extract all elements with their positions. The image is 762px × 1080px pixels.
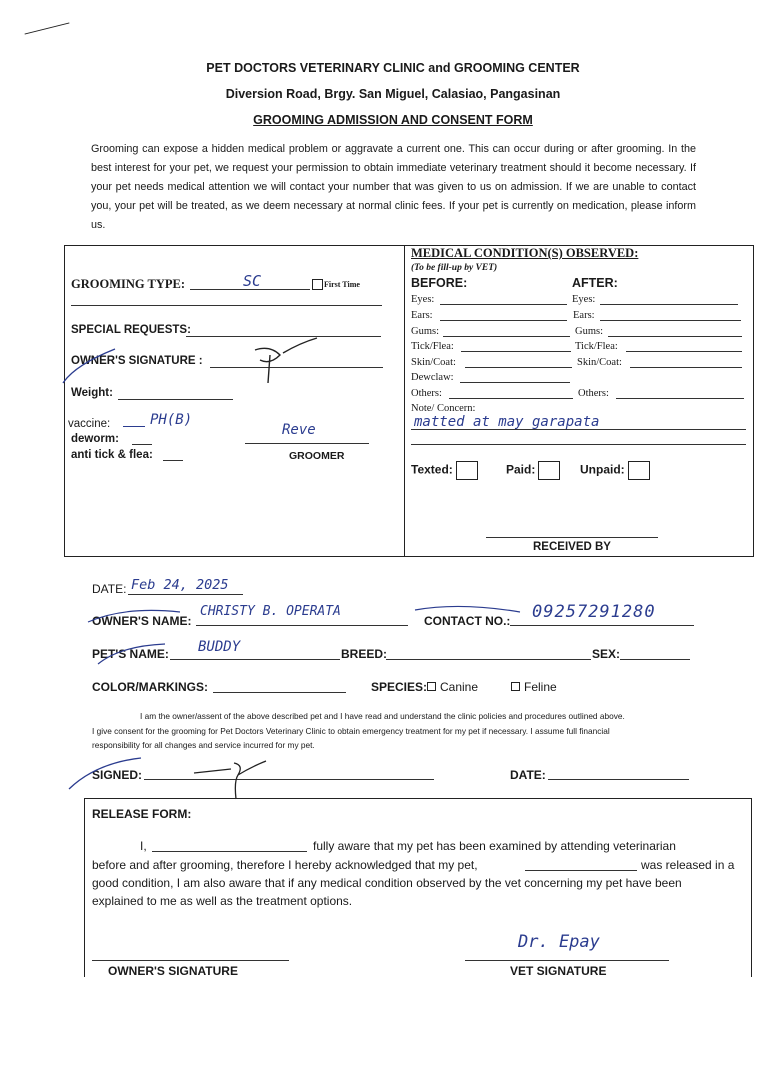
- release-pet-line[interactable]: [525, 870, 637, 871]
- feline-option[interactable]: Feline: [511, 680, 557, 694]
- before-others: Others:: [411, 388, 442, 399]
- paid-label: Paid:: [506, 461, 560, 480]
- after-gums: Gums:: [575, 326, 604, 337]
- after-eyes-line[interactable]: [600, 304, 738, 305]
- consent-date-line[interactable]: [548, 779, 689, 780]
- note-line-1[interactable]: [411, 429, 746, 430]
- grooming-type-value: SC: [243, 272, 262, 290]
- deworm-label: deworm:: [71, 433, 119, 445]
- contact-label: CONTACT NO.:: [424, 614, 511, 628]
- release-text-1: fully aware that my pet has been examined by attending veterinarian: [313, 839, 676, 853]
- before-dewclaw: Dewclaw:: [411, 372, 454, 383]
- groomer-line[interactable]: [245, 443, 369, 444]
- consent-line-2: I give consent for the grooming for Pet Doctors Veterinary Clinic to obtain emergency treatment for my pet if necessary. I assume full financial: [92, 726, 610, 736]
- after-skin: Skin/Coat:: [577, 357, 622, 368]
- canine-option[interactable]: Canine: [427, 680, 478, 694]
- unpaid-checkbox[interactable]: [628, 461, 650, 480]
- owner-name-line[interactable]: [196, 625, 408, 626]
- release-vet-sig-label: VET SIGNATURE: [510, 964, 607, 978]
- after-tick-line[interactable]: [626, 351, 742, 352]
- breed-line[interactable]: [386, 659, 591, 660]
- breed-label: BREED:: [341, 647, 388, 661]
- date-line[interactable]: [128, 594, 243, 595]
- before-ears-line[interactable]: [440, 320, 567, 321]
- after-tick: Tick/Flea:: [575, 341, 618, 352]
- pet-name-mark: [95, 638, 175, 668]
- before-ears: Ears:: [411, 310, 433, 321]
- pet-name-label: PET'S NAME:: [92, 647, 169, 661]
- sex-label: SEX:: [592, 647, 621, 661]
- canine-checkbox[interactable]: [427, 682, 436, 691]
- after-skin-line[interactable]: [630, 367, 742, 368]
- consent-date-label: DATE:: [510, 768, 546, 782]
- weight-label: Weight:: [71, 387, 113, 399]
- medical-title: MEDICAL CONDITION(S) OBSERVED:: [411, 246, 639, 260]
- feline-checkbox[interactable]: [511, 682, 520, 691]
- color-line[interactable]: [213, 692, 346, 693]
- before-gums: Gums:: [411, 326, 440, 337]
- weight-line[interactable]: [118, 399, 233, 400]
- before-eyes-line[interactable]: [440, 304, 567, 305]
- color-label: COLOR/MARKINGS:: [92, 680, 208, 694]
- form-title: GROOMING ADMISSION AND CONSENT FORM: [253, 113, 533, 127]
- before-label: BEFORE:: [411, 276, 468, 290]
- clinic-address: Diversion Road, Brgy. San Miguel, Calasiao, Pangasinan: [225, 87, 561, 101]
- owner-name-mark: [85, 600, 195, 630]
- release-owner-sig-label: OWNER'S SIGNATURE: [108, 964, 238, 978]
- before-eyes: Eyes:: [411, 294, 435, 305]
- owner-signature-label: OWNER'S SIGNATURE :: [71, 355, 203, 367]
- box-divider: [404, 245, 405, 557]
- before-tick-line[interactable]: [461, 351, 571, 352]
- release-text-2a: before and after grooming, therefore I hereby acknowledged that my pet,: [92, 858, 478, 872]
- owner-signature-scribble: [55, 335, 325, 385]
- owner-name-label: OWNER'S NAME:: [92, 614, 192, 628]
- groomer-label: GROOMER: [289, 450, 345, 462]
- vaccine-label: vaccine:: [68, 418, 111, 430]
- signed-scribble: [66, 755, 276, 800]
- before-others-line[interactable]: [449, 398, 573, 399]
- intro-paragraph: Grooming can expose a hidden medical problem or aggravate a current one. This can occur during or after grooming. In the best interest for your pet, we request your permission to obtain immediate veterinary treatment should it become necessary. If your pet needs medical attention we will contact your number that was given to us on admission. If we are unable to contact you, your pet will be treated, as we deem necessary at normal clinic fees. If your pet is currently on medication, please inform us.: [91, 143, 696, 231]
- grooming-type-line-2: [71, 305, 382, 306]
- after-others-line[interactable]: [616, 398, 744, 399]
- species-label: SPECIES:: [371, 680, 428, 694]
- paid-checkbox[interactable]: [538, 461, 560, 480]
- contact-value: 09257291280: [532, 602, 656, 622]
- texted-checkbox[interactable]: [456, 461, 478, 480]
- release-text-2b: was released in a: [641, 858, 735, 872]
- note-line-2[interactable]: [411, 444, 746, 445]
- after-others: Others:: [578, 388, 609, 399]
- before-dewclaw-line[interactable]: [460, 382, 570, 383]
- before-skin: Skin/Coat:: [411, 357, 456, 368]
- texted-label: Texted:: [411, 461, 478, 480]
- deworm-line[interactable]: [132, 444, 152, 445]
- received-by-label: RECEIVED BY: [533, 541, 611, 553]
- pet-name-line[interactable]: [170, 659, 340, 660]
- after-label: AFTER:: [572, 276, 618, 290]
- release-text-3: good condition, I am also aware that if any medical condition observed by the vet concerning my pet have been: [92, 876, 682, 890]
- special-requests-label: SPECIAL REQUESTS:: [71, 324, 191, 336]
- vet-signature-value: Dr. Epay: [518, 932, 600, 952]
- medical-subtitle: (To be fill-up by VET): [411, 263, 498, 273]
- anti-tick-line[interactable]: [163, 460, 183, 461]
- release-vet-sig-line[interactable]: [465, 960, 669, 961]
- release-i: I,: [140, 839, 147, 853]
- consent-line-1: I am the owner/assent of the above described pet and I have read and understand the clinic policies and procedures outlined above.: [140, 711, 625, 721]
- unpaid-label: Unpaid:: [580, 461, 650, 480]
- release-text-4: explained to me as well as the treatment options.: [92, 894, 353, 908]
- before-tick: Tick/Flea:: [411, 341, 454, 352]
- date-value: Feb 24, 2025: [131, 577, 229, 593]
- contact-line[interactable]: [510, 625, 694, 626]
- consent-line-3: responsibility for all changes and service incurred for my pet.: [92, 740, 315, 750]
- after-eyes: Eyes:: [572, 294, 596, 305]
- grooming-type-label: GROOMING TYPE:: [71, 277, 186, 291]
- anti-tick-label: anti tick & flea:: [71, 449, 153, 461]
- before-gums-line[interactable]: [443, 336, 570, 337]
- first-time-label: First Time: [324, 280, 360, 289]
- release-name-line[interactable]: [152, 851, 307, 852]
- sex-line[interactable]: [620, 659, 690, 660]
- after-gums-line[interactable]: [608, 336, 742, 337]
- groomer-value: Reve: [282, 422, 316, 438]
- vaccine-value: PH(B): [150, 412, 193, 428]
- date-label: DATE:: [92, 582, 127, 596]
- release-title: RELEASE FORM:: [92, 807, 192, 821]
- clinic-name: PET DOCTORS VETERINARY CLINIC and GROOMING CENTER: [206, 61, 580, 75]
- release-owner-sig-line[interactable]: [92, 960, 289, 961]
- corner-pen-mark: [25, 22, 70, 34]
- after-ears: Ears:: [573, 310, 595, 321]
- after-ears-line[interactable]: [600, 320, 741, 321]
- pet-name-value: BUDDY: [198, 639, 241, 655]
- owner-name-value: CHRISTY B. OPERATA: [200, 604, 341, 619]
- note-label: Note/ Concern:: [411, 403, 476, 414]
- signed-label: SIGNED:: [92, 768, 143, 782]
- vaccine-dash: [123, 426, 145, 427]
- first-time-checkbox[interactable]: [312, 279, 323, 290]
- note-value: matted at may garapata: [414, 414, 600, 430]
- before-skin-line[interactable]: [465, 367, 572, 368]
- received-by-line[interactable]: [486, 537, 658, 538]
